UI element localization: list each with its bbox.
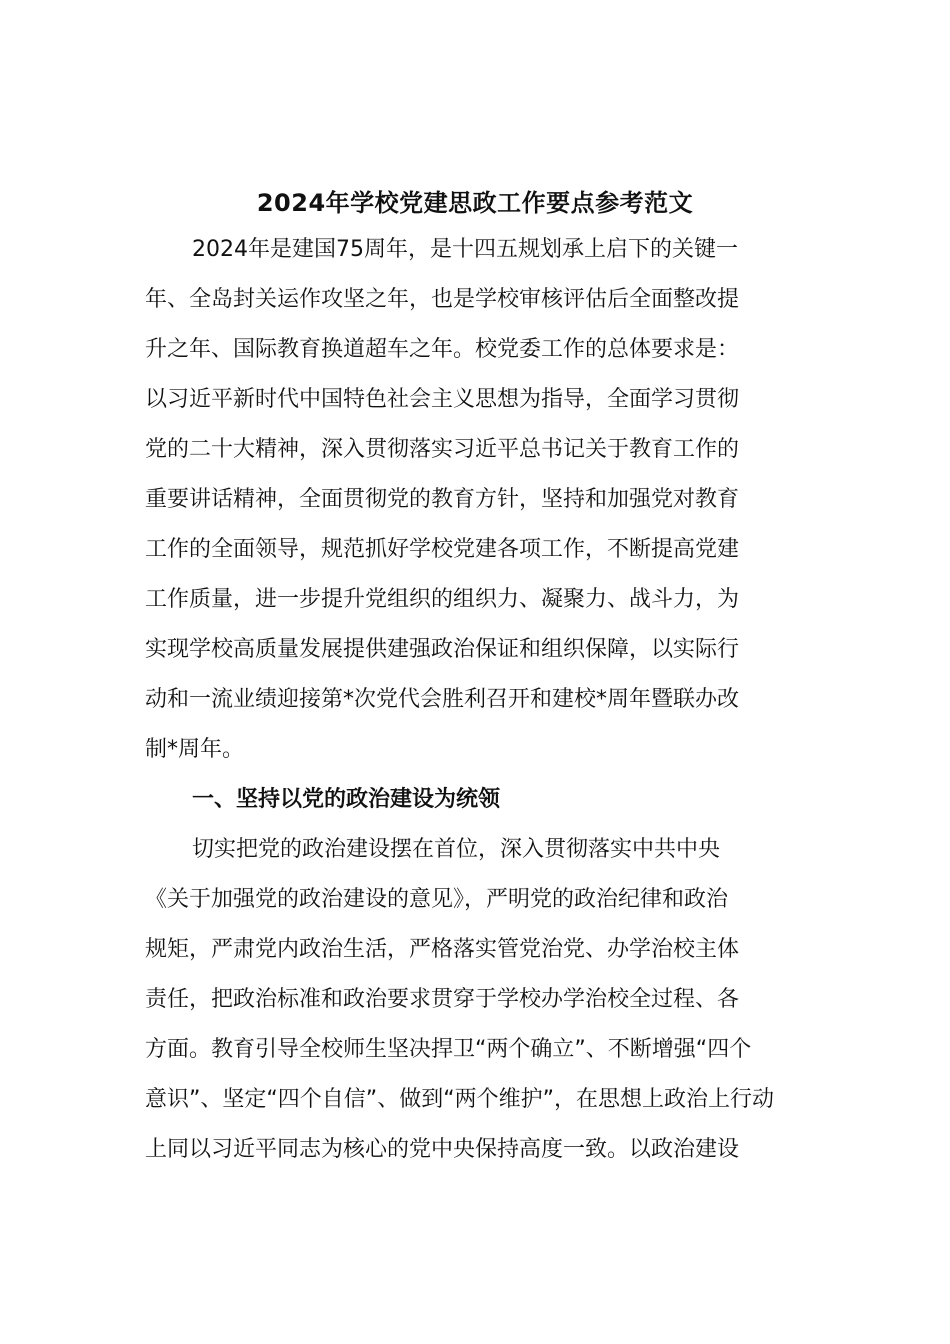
paragraph-1-line: 以习近平新时代中国特色社会主义思想为指导，全面学习贯彻	[145, 387, 740, 412]
section-1-heading: 一、坚持以党的政治建设为统领	[192, 787, 501, 812]
paragraph-1-line: 升之年、国际教育换道超车之年。校党委工作的总体要求是：	[145, 337, 740, 362]
paragraph-1-line: 2024年是建国75周年，是十四五规划承上启下的关键一	[192, 237, 738, 262]
paragraph-1-line: 实现学校高质量发展提供建强政治保证和组织保障，以实际行	[145, 637, 740, 662]
paragraph-2-line: 方面。教育引导全校师生坚决捍卫“两个确立”、不断增强“四个	[145, 1037, 752, 1062]
paragraph-2-line: 意识”、坚定“四个自信”、做到“两个维护”，在思想上政治上行动	[145, 1087, 774, 1112]
paragraph-1-line: 重要讲话精神，全面贯彻党的教育方针，坚持和加强党对教育	[145, 487, 740, 512]
paragraph-2-line: 规矩，严肃党内政治生活，严格落实管党治党、办学治校主体	[145, 937, 740, 962]
paragraph-2-line: 责任，把政治标准和政治要求贯穿于学校办学治校全过程、各	[145, 987, 740, 1012]
paragraph-1-line: 动和一流业绩迎接第*次党代会胜利召开和建校*周年暨联办改	[145, 687, 740, 712]
paragraph-2-line: 切实把党的政治建设摆在首位，深入贯彻落实中共中央	[192, 837, 721, 862]
paragraph-2-line: 上同以习近平同志为核心的党中央保持高度一致。以政治建设	[145, 1137, 740, 1162]
paragraph-1-line: 党的二十大精神，深入贯彻落实习近平总书记关于教育工作的	[145, 437, 740, 462]
document-title: 2024年学校党建思政工作要点参考范文	[256, 189, 694, 217]
paragraph-2-line: 《关于加强党的政治建设的意见》，严明党的政治纪律和政治	[145, 887, 729, 912]
paragraph-1-line: 制*周年。	[145, 737, 245, 762]
paragraph-1-line: 工作质量，进一步提升党组织的组织力、凝聚力、战斗力，为	[145, 587, 740, 612]
paragraph-1-line: 年、全岛封关运作攻坚之年，也是学校审核评估后全面整改提	[145, 287, 740, 312]
paragraph-1-line: 工作的全面领导，规范抓好学校党建各项工作，不断提高党建	[145, 537, 740, 562]
